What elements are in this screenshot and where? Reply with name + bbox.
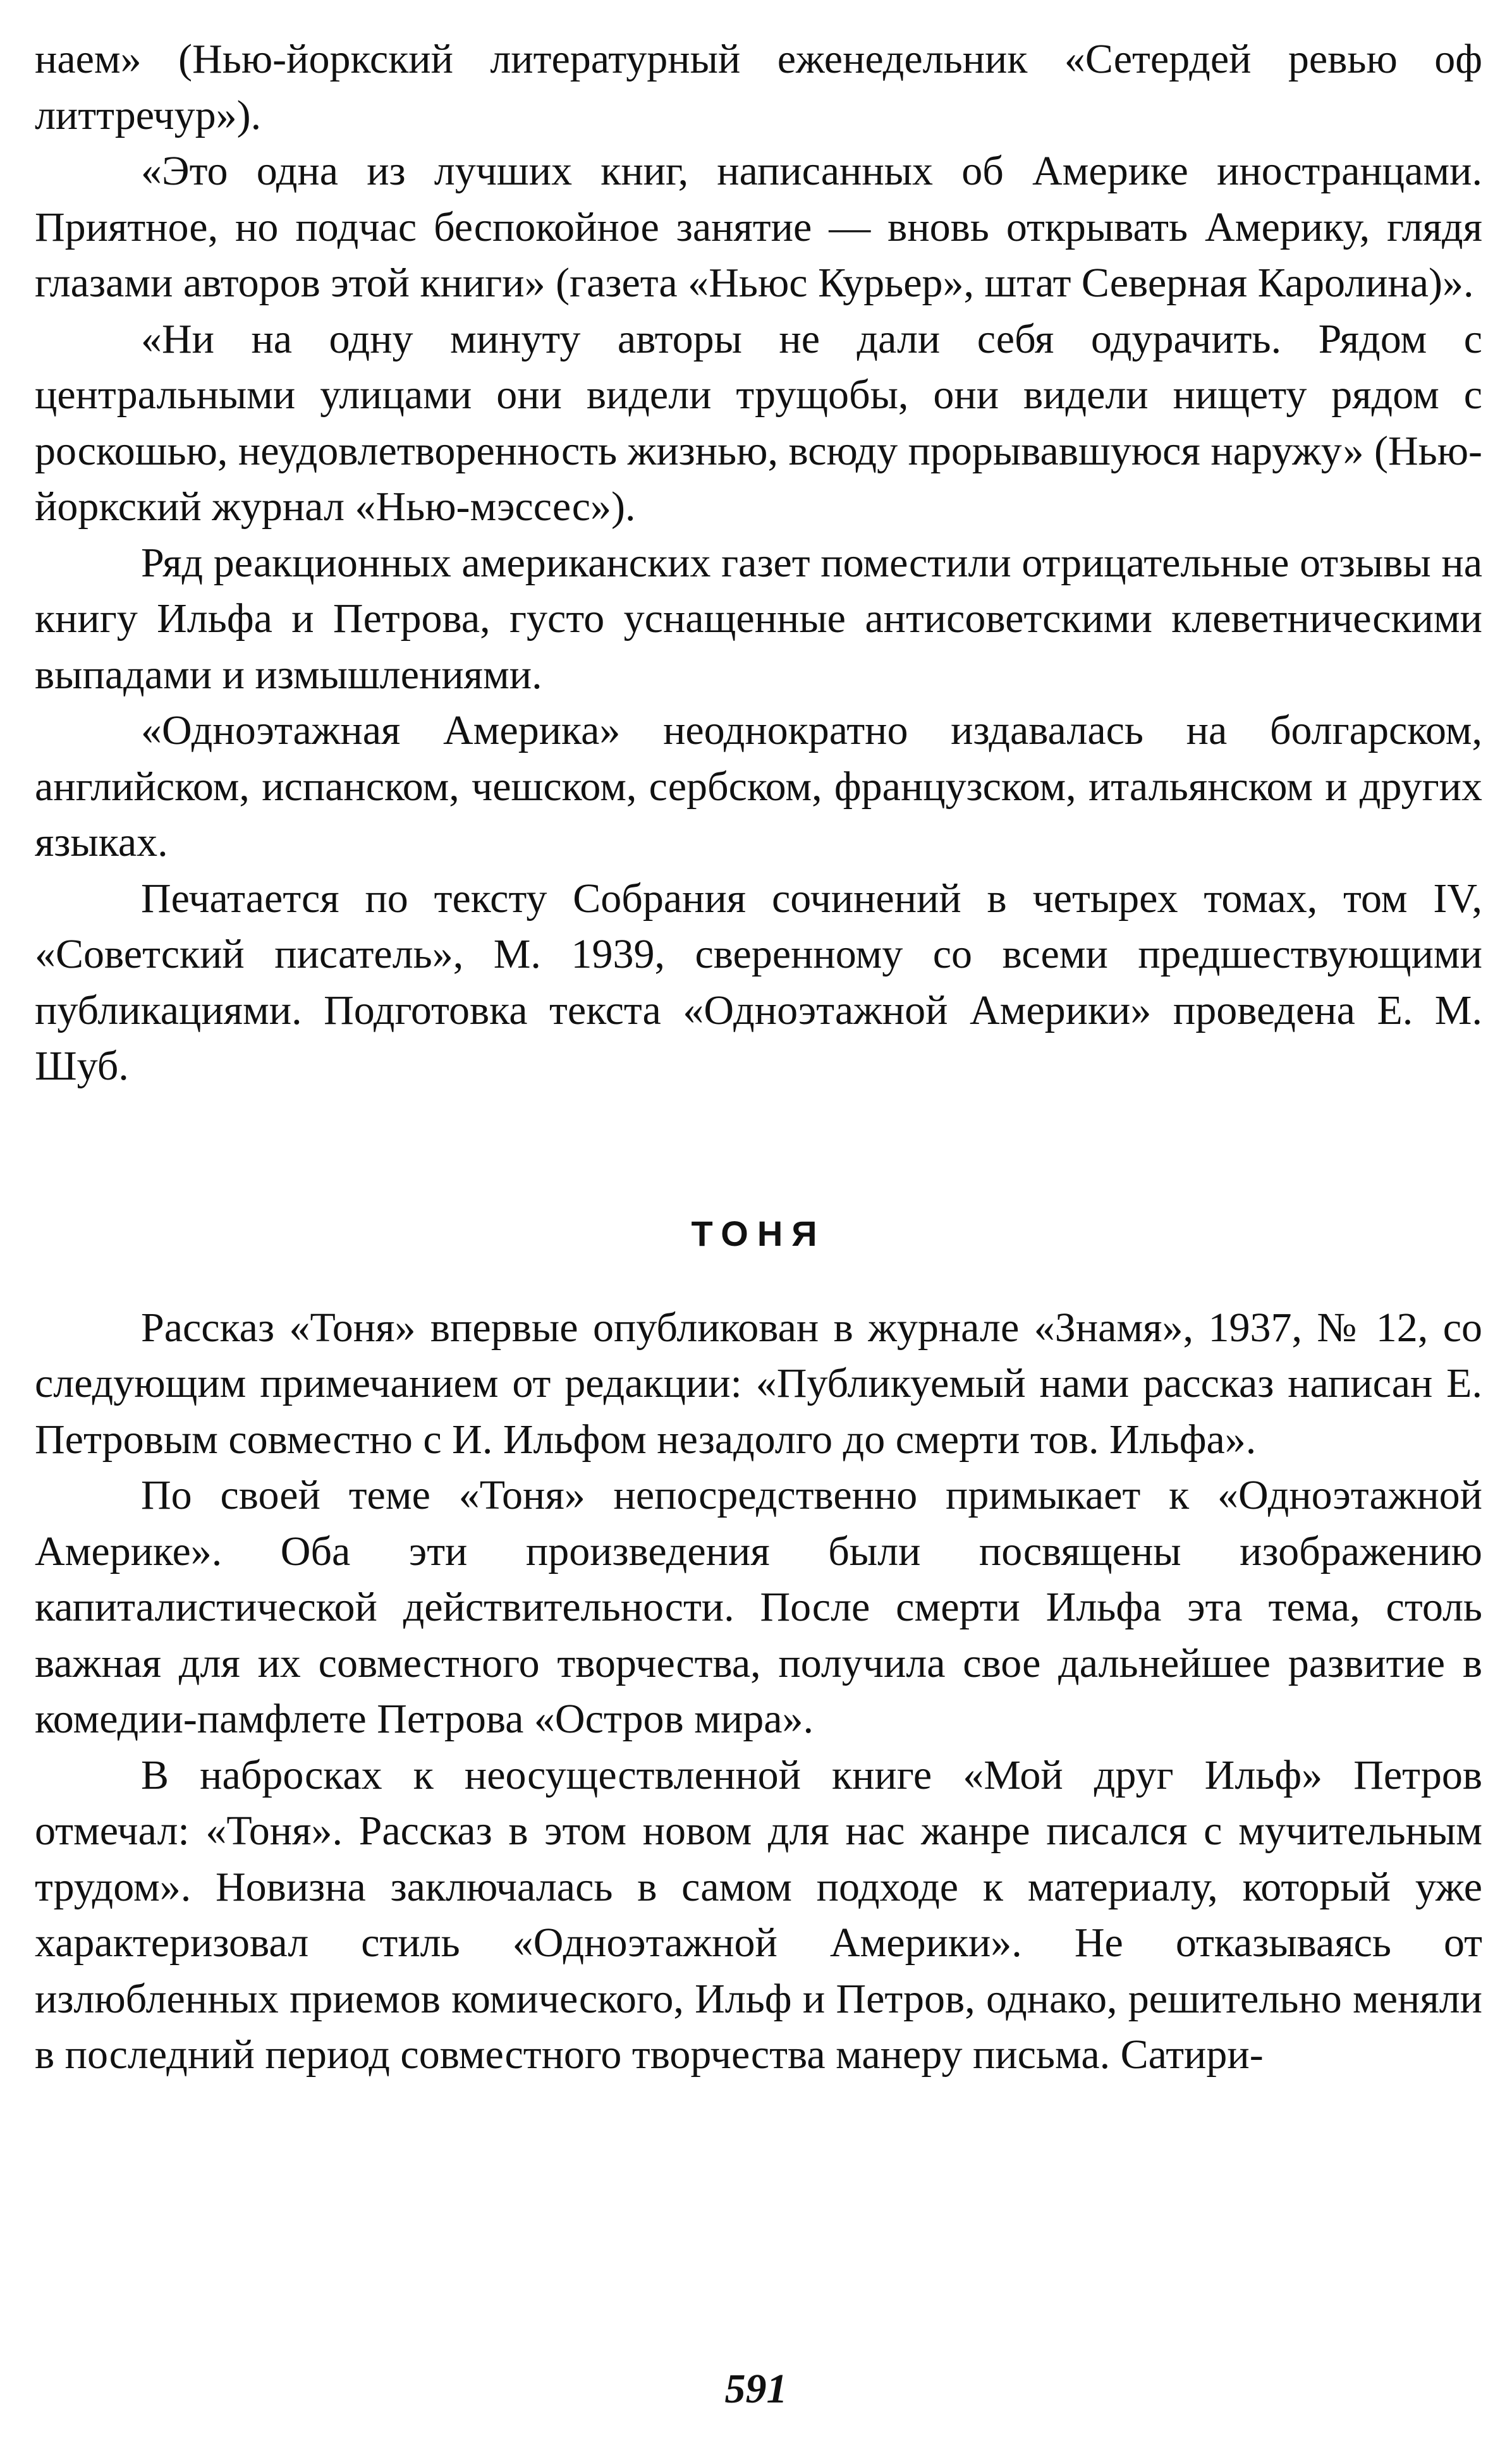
paragraph-first-publication: Рассказ «Тоня» впервые опубликован в журнале «Знамя», 1937, № 12, со следующим примечанием от редакции: «Публикуемый нами рассказ написан Е. Петровым совместно с И. Ильфом незадолго до смерти тов. Ильфа». xyxy=(35,1304,1482,1463)
section-body xyxy=(35,1300,1482,2083)
page-number: 591 xyxy=(724,2366,788,2412)
section-title: ТОНЯ xyxy=(691,1213,826,1253)
paragraph-drafts: В набросках к неосуществленной книге «Мой друг Ильф» Петров отмечал: «Тоня». Рассказ в этом новом для нас жанре писался с мучительным трудом». Новизна заключалась в самом подходе к материалу, который уже характеризовал стиль «Одноэтажной Америки». Не отказываясь от излюбленных приемов комического, Ильф и Петров, однако, решительно меняли в последний период совместного творчества манеру письма. Сатири- xyxy=(35,1751,1482,2078)
paragraph-reactionary-press: Ряд реакционных американских газет поместили отрицательные отзывы на книгу Ильфа и Петрова, густо уснащенные антисоветскими клеветническими выпадами и измышлениями. xyxy=(35,539,1482,698)
paragraph-translations: «Одноэтажная Америка» неоднократно издавалась на болгарском, английском, испанском, чешском, сербском, французском, итальянском и других языках. xyxy=(35,707,1482,865)
paragraph-text-source: Печатается по тексту Собрания сочинений в четырех томах, том IV, «Советский писатель», М. 1939, сверенному со всеми предшествующими публикациями. Подготовка текста «Одноэтажной Америки» проведена Е. М. Шуб. xyxy=(35,875,1482,1089)
paragraph-review-new-masses: «Ни на одну минуту авторы не дали себя одурачить. Рядом с центральными улицами они видели трущобы, они видели нищету рядом с роскошью, неудовлетворенность жизнью, всюду прорывавшуюся наружу» (Нью-йоркский журнал «Нью-мэссес»). xyxy=(35,315,1482,530)
document-page xyxy=(35,32,1482,2083)
paragraph-continuation: наем» (Нью-йоркский литературный еженедельник «Сетердей ревью оф литтречур»). xyxy=(35,36,1482,138)
paragraph-theme: По своей теме «Тоня» непосредственно примыкает к «Одноэтажной Америке». Оба эти произведения были посвящены изображению капиталистической действительности. После смерти Ильфа эта тема, столь важная для их совместного творчества, получила свое дальнейшее развитие в комедии-памфлете Петрова «Остров мира». xyxy=(35,1472,1482,1742)
paragraph-review-news-courier: «Это одна из лучших книг, написанных об Америке иностранцами. Приятное, но подчас беспокойное занятие — вновь открывать Америку, глядя глазами авторов этой книги» (газета «Ньюс Курьер», штат Северная Каролина)». xyxy=(35,148,1482,306)
